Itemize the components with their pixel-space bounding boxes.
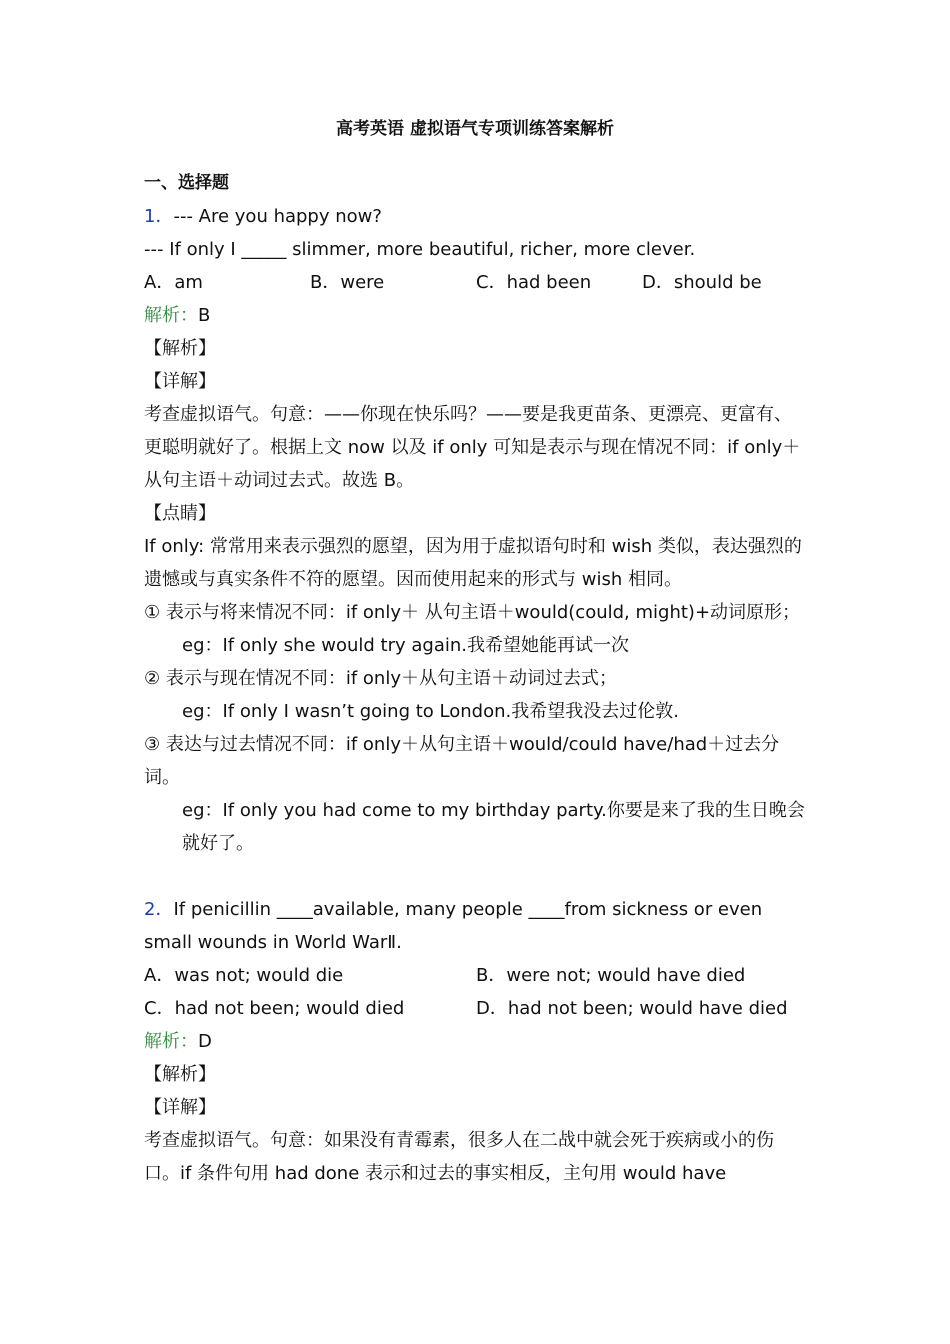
option-d: D．should be bbox=[642, 272, 762, 293]
question-2-stem bbox=[144, 893, 809, 959]
question-1-tip: If only: 常常用来表示强烈的愿望，因为用于虚拟语句时和 wish 类似，表达强烈的遗憾或与真实条件不符的愿望。因而使用起来的形式与 wish 相同。 bbox=[144, 536, 802, 590]
option-c: C．had been bbox=[476, 272, 592, 293]
question-2-options-row-2 bbox=[144, 992, 809, 1025]
tag-dianjing: 【点睛】 bbox=[144, 503, 216, 524]
tag-xiangjie: 【详解】 bbox=[144, 1097, 216, 1118]
rule-1: ① 表示与将来情况不同：if only＋ 从句主语＋would(could, might)+动词原形； bbox=[144, 602, 801, 623]
option-d: D．had not been; would have died bbox=[476, 998, 788, 1019]
example-1: eg：If only she would try again.我希望她能再试一次 bbox=[182, 635, 629, 656]
rule-2: ② 表示与现在情况不同：if only＋从句主语＋动词过去式； bbox=[144, 668, 617, 689]
answer-label: 解析： bbox=[144, 1031, 198, 1052]
tag-xiangjie: 【详解】 bbox=[144, 371, 216, 392]
option-b: B．were not; would have died bbox=[476, 965, 746, 986]
question-2-answer bbox=[144, 1025, 809, 1058]
question-1-detail: 考查虚拟语气。句意：——你现在快乐吗？——要是我更苗条、更漂亮、更富有、更聪明就好了。根据上文 now 以及 if only 可知是表示与现在情况不同：if only＋从句主语＋动词过去式。故选 B。 bbox=[144, 404, 801, 491]
question-number: 2． bbox=[144, 899, 174, 920]
question-2-detail: 考查虚拟语气。句意：如果没有青霉素，很多人在二战中就会死于疾病或小的伤口。if 条件句用 had done 表示和过去的事实相反，主句用 would have bbox=[144, 1130, 774, 1184]
document-body bbox=[144, 167, 809, 1190]
question-1-answer bbox=[144, 299, 809, 332]
question-1-stem-1: --- Are you happy now? bbox=[173, 206, 382, 227]
question-2-options-row-1 bbox=[144, 959, 809, 992]
question-1-options bbox=[144, 266, 809, 299]
option-b: B．were bbox=[310, 272, 385, 293]
tag-jiexi: 【解析】 bbox=[144, 338, 216, 359]
option-a: A．was not; would die bbox=[144, 965, 344, 986]
section-heading: 一、选择题 bbox=[144, 173, 229, 193]
example-3: eg：If only you had come to my birthday party.你要是来了我的生日晚会就好了。 bbox=[182, 800, 805, 854]
question-2-stem-text: If penicillin ____available, many people ____from sickness or even small wounds in World WarⅡ. bbox=[144, 899, 763, 953]
option-a: A．am bbox=[144, 272, 203, 293]
question-1-stem-2: --- If only I _____ slimmer, more beautiful, richer, more clever. bbox=[144, 239, 696, 260]
answer-value: B bbox=[198, 305, 211, 326]
tag-jiexi: 【解析】 bbox=[144, 1064, 216, 1085]
example-2: eg：If only I wasn’t going to London.我希望我没去过伦敦. bbox=[182, 701, 679, 722]
answer-label: 解析： bbox=[144, 305, 198, 326]
question-1-stem-line-1 bbox=[144, 200, 809, 233]
option-c: C．had not been; would died bbox=[144, 998, 405, 1019]
answer-value: D bbox=[198, 1031, 212, 1052]
spacer bbox=[144, 860, 809, 893]
question-number: 1． bbox=[144, 206, 174, 227]
document-title: 高考英语 虚拟语气专项训练答案解析 bbox=[336, 119, 614, 139]
rule-3: ③ 表达与过去情况不同：if only＋从句主语＋would/could have/had＋过去分词。 bbox=[144, 734, 780, 788]
